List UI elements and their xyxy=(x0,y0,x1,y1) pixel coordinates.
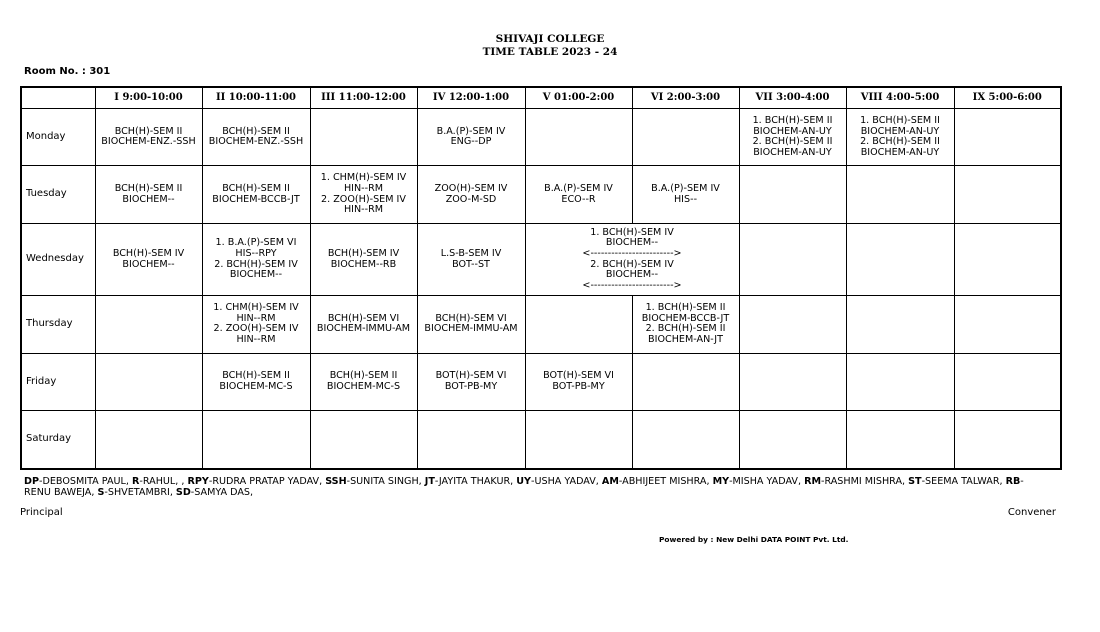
class-cell: 1. B.A.(P)-SEM VI HIS--RPY 2. BCH(H)-SEM IV BIOCHEM-- xyxy=(202,223,310,296)
legend-entry xyxy=(325,476,425,487)
legend-teacher-name: -RASHMI MISHRA, xyxy=(821,476,909,487)
column-header-corner xyxy=(21,87,95,109)
class-cell xyxy=(954,109,1061,166)
class-cell: BOT(H)-SEM VI BOT-PB-MY xyxy=(417,353,525,410)
class-cell: ZOO(H)-SEM IV ZOO-M-SD xyxy=(417,166,525,223)
legend-code: MY xyxy=(712,476,730,487)
legend-code: RB xyxy=(1005,476,1021,487)
column-header-period-3: III 11:00-12:00 xyxy=(310,87,417,109)
class-cell: BCH(H)-SEM II BIOCHEM-ENZ.-SSH xyxy=(95,109,202,166)
legend-code: SD xyxy=(175,487,191,498)
class-cell xyxy=(846,223,954,296)
legend-code: SSH xyxy=(325,476,347,487)
column-header-period-8: VIII 4:00-5:00 xyxy=(846,87,954,109)
legend-teacher-name: -RAHUL, , xyxy=(139,476,188,487)
class-cell: 1. BCH(H)-SEM II BIOCHEM-AN-UY 2. BCH(H)-SEM II BIOCHEM-AN-UY xyxy=(739,109,846,166)
class-cell xyxy=(95,353,202,410)
legend-code: JT xyxy=(424,476,435,487)
class-cell xyxy=(525,411,632,469)
class-cell xyxy=(954,296,1061,353)
header-row xyxy=(21,87,1061,109)
legend-entry xyxy=(176,487,253,498)
legend-entry xyxy=(425,476,516,487)
class-cell xyxy=(417,411,525,469)
class-cell: 1. BCH(H)-SEM II BIOCHEM-BCCB-JT 2. BCH(H)-SEM II BIOCHEM-AN-JT xyxy=(632,296,739,353)
class-cell-double-period: 1. BCH(H)-SEM IV BIOCHEM-- <------------------------> 2. BCH(H)-SEM IV BIOCHEM-- <------------------------> xyxy=(525,223,739,296)
class-cell xyxy=(632,353,739,410)
table-row-saturday xyxy=(21,411,1061,469)
class-cell xyxy=(739,353,846,410)
principal-signature-label: Principal xyxy=(20,507,63,518)
class-cell: BCH(H)-SEM II BIOCHEM-BCCB-JT xyxy=(202,166,310,223)
class-cell: BOT(H)-SEM VI BOT-PB-MY xyxy=(525,353,632,410)
class-cell: B.A.(P)-SEM IV ENG--DP xyxy=(417,109,525,166)
class-cell: 1. BCH(H)-SEM II BIOCHEM-AN-UY 2. BCH(H)-SEM II BIOCHEM-AN-UY xyxy=(846,109,954,166)
column-header-period-1: I 9:00-10:00 xyxy=(95,87,202,109)
class-cell xyxy=(95,296,202,353)
college-name: SHIVAJI COLLEGE xyxy=(495,33,605,45)
class-cell: B.A.(P)-SEM IV HIS-- xyxy=(632,166,739,223)
column-header-period-7: VII 3:00-4:00 xyxy=(739,87,846,109)
class-cell xyxy=(310,109,417,166)
legend-entry xyxy=(187,476,325,487)
class-cell xyxy=(310,411,417,469)
column-header-period-4: IV 12:00-1:00 xyxy=(417,87,525,109)
legend-entry xyxy=(713,476,805,487)
class-cell xyxy=(95,411,202,469)
class-cell xyxy=(846,411,954,469)
class-cell xyxy=(202,411,310,469)
column-header-period-6: VI 2:00-3:00 xyxy=(632,87,739,109)
class-cell xyxy=(954,353,1061,410)
table-row-thursday xyxy=(21,296,1061,353)
class-cell xyxy=(954,223,1061,296)
legend-code: UY xyxy=(516,476,531,487)
day-label: Wednesday xyxy=(21,223,95,296)
legend-teacher-name: -USHA YADAV, xyxy=(531,476,602,487)
class-cell: BCH(H)-SEM VI BIOCHEM-IMMU-AM xyxy=(417,296,525,353)
class-cell xyxy=(525,109,632,166)
class-cell xyxy=(632,109,739,166)
legend-teacher-name: -DEBOSMITA PAUL, xyxy=(39,476,132,487)
table-row-wednesday xyxy=(21,223,1061,296)
class-cell xyxy=(525,296,632,353)
class-cell: BCH(H)-SEM IV BIOCHEM-- xyxy=(95,223,202,296)
table-row-monday xyxy=(21,109,1061,166)
class-cell: 1. CHM(H)-SEM IV HIN--RM 2. ZOO(H)-SEM IV HIN--RM xyxy=(310,166,417,223)
legend-teacher-name: -MISHA YADAV, xyxy=(729,476,805,487)
legend-entry xyxy=(602,476,713,487)
table-row-friday xyxy=(21,353,1061,410)
class-cell xyxy=(954,411,1061,469)
class-cell xyxy=(739,223,846,296)
day-label: Friday xyxy=(21,353,95,410)
legend-teacher-name: -JAYITA THAKUR, xyxy=(434,476,517,487)
class-cell: BCH(H)-SEM II BIOCHEM-MC-S xyxy=(202,353,310,410)
class-cell: BCH(H)-SEM II BIOCHEM-- xyxy=(95,166,202,223)
legend-teacher-name: -RUDRA PRATAP YADAV, xyxy=(208,476,326,487)
room-number: Room No. : 301 xyxy=(24,66,111,77)
class-cell xyxy=(739,411,846,469)
column-header-period-9: IX 5:00-6:00 xyxy=(954,87,1061,109)
class-cell: BCH(H)-SEM II BIOCHEM-ENZ.-SSH xyxy=(202,109,310,166)
legend-code: S xyxy=(97,487,105,498)
day-label: Thursday xyxy=(21,296,95,353)
legend-entry xyxy=(24,476,132,487)
legend-code: RM xyxy=(804,476,821,487)
class-cell: 1. CHM(H)-SEM IV HIN--RM 2. ZOO(H)-SEM IV HIN--RM xyxy=(202,296,310,353)
class-cell xyxy=(846,296,954,353)
table-row-tuesday xyxy=(21,166,1061,223)
legend-code: DP xyxy=(24,476,39,487)
legend-code: ST xyxy=(908,476,922,487)
column-header-period-2: II 10:00-11:00 xyxy=(202,87,310,109)
legend-code: AM xyxy=(601,476,619,487)
class-cell: BCH(H)-SEM IV BIOCHEM--RB xyxy=(310,223,417,296)
legend-teacher-name: -SUNITA SINGH, xyxy=(346,476,425,487)
legend-code: RPY xyxy=(187,476,209,487)
class-cell xyxy=(846,353,954,410)
timetable-grid xyxy=(20,86,1062,470)
class-cell xyxy=(739,166,846,223)
legend-entry xyxy=(516,476,602,487)
day-label: Monday xyxy=(21,109,95,166)
legend-entry xyxy=(804,476,908,487)
teacher-legend xyxy=(24,476,1034,498)
legend-code: R xyxy=(132,476,140,487)
timetable-title: TIME TABLE 2023 - 24 xyxy=(482,46,618,58)
class-cell xyxy=(739,296,846,353)
legend-teacher-name: -SHVETAMBRI, xyxy=(104,487,176,498)
class-cell: BCH(H)-SEM II BIOCHEM-MC-S xyxy=(310,353,417,410)
class-cell xyxy=(954,166,1061,223)
legend-teacher-name: -ABHIJEET MISHRA, xyxy=(618,476,713,487)
legend-teacher-name: -SAMYA DAS, xyxy=(190,487,254,498)
legend-entry xyxy=(97,487,175,498)
day-label: Tuesday xyxy=(21,166,95,223)
class-cell xyxy=(846,166,954,223)
class-cell xyxy=(632,411,739,469)
legend-entry xyxy=(132,476,187,487)
legend-teacher-name: -SEEMA TALWAR, xyxy=(921,476,1006,487)
column-header-period-5: V 01:00-2:00 xyxy=(525,87,632,109)
legend-entry xyxy=(908,476,1005,487)
day-label: Saturday xyxy=(21,411,95,469)
class-cell: B.A.(P)-SEM IV ECO--R xyxy=(525,166,632,223)
class-cell: BCH(H)-SEM VI BIOCHEM-IMMU-AM xyxy=(310,296,417,353)
powered-by-credit: Powered by : New Delhi DATA POINT Pvt. Ltd. xyxy=(659,535,849,544)
legend-teacher-name: -RENU BAWEJA, xyxy=(24,476,1024,498)
convener-signature-label: Convener xyxy=(1007,507,1056,518)
class-cell: L.S-B-SEM IV BOT--ST xyxy=(417,223,525,296)
